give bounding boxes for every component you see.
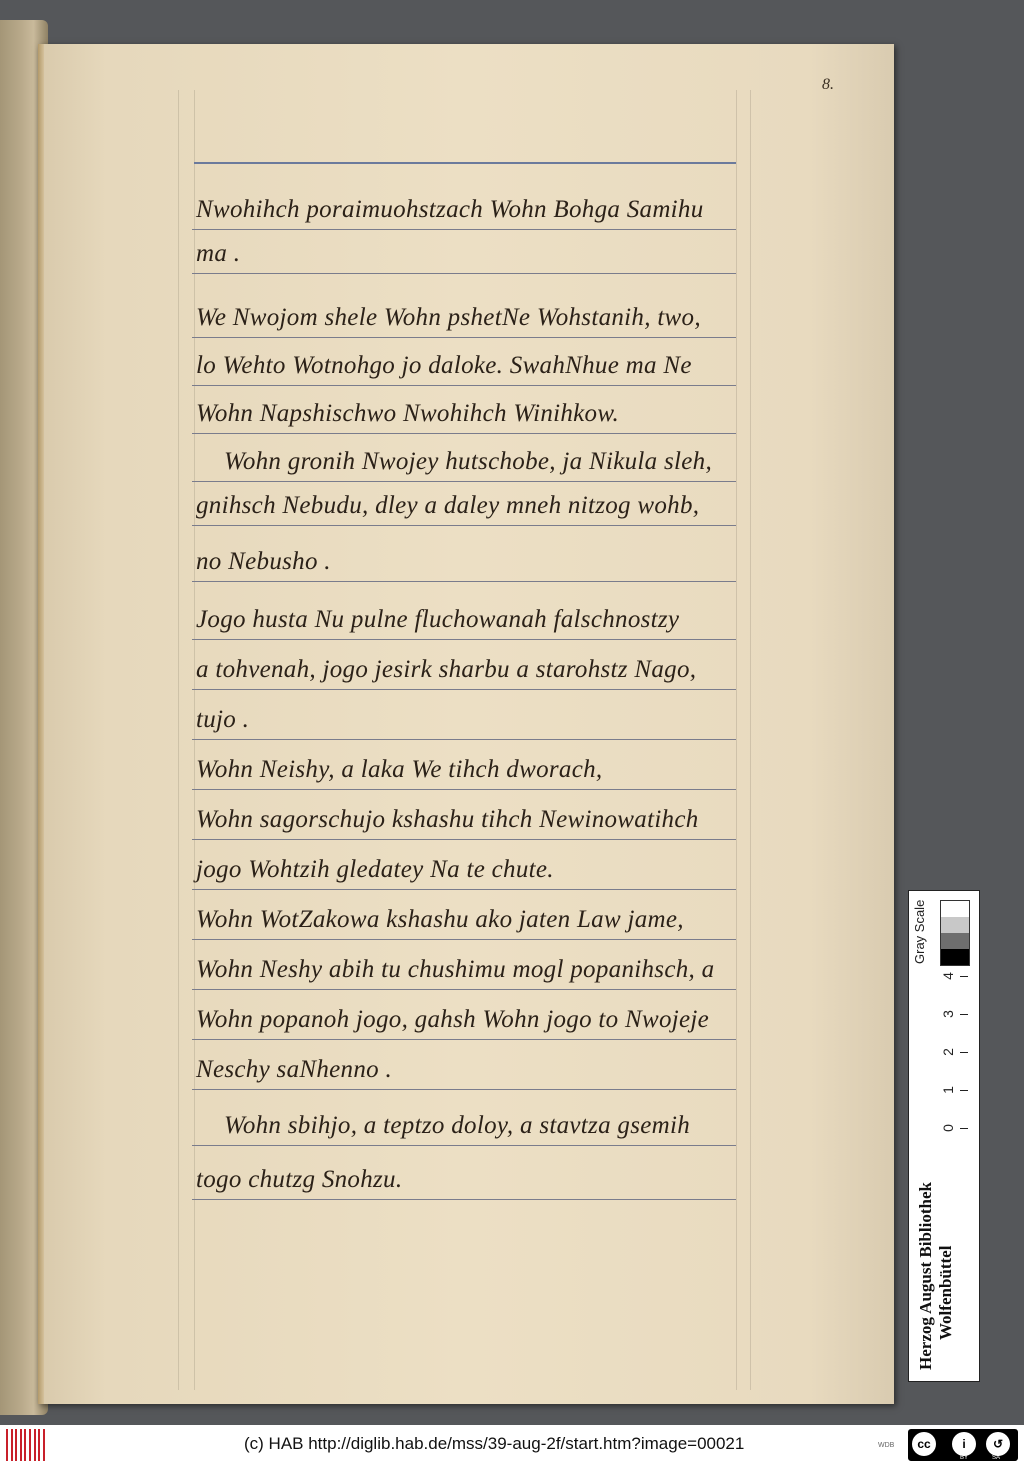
swatch — [941, 917, 969, 933]
margin-rule-right — [736, 90, 737, 1390]
swatch — [941, 933, 969, 949]
manuscript-line-text: Nwohihch poraimuohstzach Wohn Bohga Samihu — [196, 196, 704, 223]
manuscript-line — [196, 532, 736, 582]
wdb-mark: WDB — [878, 1442, 895, 1449]
gray-scale-label — [912, 898, 938, 964]
swatch — [941, 901, 969, 917]
cm-ruler — [939, 966, 968, 1156]
manuscript-line — [196, 336, 736, 386]
gray-scale-label-text: Gray Scale — [912, 899, 927, 964]
manuscript-line-text: ma . — [196, 240, 241, 267]
manuscript-line-text: no Nebusho . — [196, 548, 331, 575]
manuscript-line-text: Neschy saNhenno . — [196, 1056, 393, 1083]
swatch — [941, 949, 969, 965]
ruler-tick — [960, 976, 968, 977]
manuscript-line-text: Wohn sagorschujo kshashu tihch Newinowatihch — [196, 806, 699, 833]
copyright-url[interactable]: (c) HAB http://diglib.hab.de/mss/39-aug-2f/start.htm?image=00021 — [244, 1434, 745, 1453]
manuscript-line — [196, 288, 736, 338]
share-alike-icon: ↺ — [986, 1432, 1010, 1456]
manuscript-line-text: gnihsch Nebudu, dley a daley mneh nitzog wohb, — [196, 492, 700, 519]
ruler-number: 0 — [939, 1124, 956, 1132]
ruler-number: 1 — [939, 1086, 956, 1094]
cc-icon: cc — [912, 1432, 936, 1456]
ruler-number: 2 — [939, 1048, 956, 1056]
ruled-line — [192, 273, 736, 274]
sa-label: SA — [992, 1455, 1001, 1461]
library-name-line2: Wolfenbüttel — [936, 1245, 955, 1340]
manuscript-line-text: Wohn Napshischwo Nwohihch Winihkow. — [196, 400, 620, 427]
margin-rule-right-outer — [750, 90, 751, 1390]
ruled-line — [192, 1089, 736, 1090]
manuscript-line — [196, 890, 736, 940]
attribution-icon: i — [952, 1432, 976, 1456]
by-label: BY — [960, 1455, 969, 1461]
manuscript-line — [196, 840, 736, 890]
manuscript-line — [196, 990, 736, 1040]
manuscript-line — [196, 690, 736, 740]
ruled-line — [192, 525, 736, 526]
manuscript-line — [196, 1096, 736, 1146]
manuscript-line — [196, 590, 736, 640]
margin-rule-left — [194, 90, 195, 1390]
ruled-line — [192, 1145, 736, 1146]
ruled-line — [192, 581, 736, 582]
manuscript-line-text: Wohn Neishy, a laka We tihch dworach, — [196, 756, 603, 783]
folio-number: 8. — [822, 76, 834, 93]
manuscript-line — [196, 180, 736, 230]
margin-rule-left-outer — [178, 90, 179, 1390]
footer-bar — [0, 1425, 1024, 1465]
manuscript-line-text: Jogo husta Nu pulne fluchowanah falschnostzy — [196, 606, 680, 633]
manuscript-line — [196, 640, 736, 690]
ruler-tick — [960, 1128, 968, 1129]
library-name-line1: Herzog August Bibliothek — [916, 1182, 935, 1370]
manuscript-line — [196, 224, 736, 274]
ruler-number: 4 — [939, 972, 956, 980]
manuscript-line-text: jogo Wohtzih gledatey Na te chute. — [196, 856, 554, 883]
manuscript-line-text: We Nwojom shele Wohn pshetNe Wohstanih, two, — [196, 304, 701, 331]
barcode-logo — [6, 1429, 48, 1461]
ruler-tick — [960, 1052, 968, 1053]
page-binding-edge — [38, 44, 44, 1404]
manuscript-line-text: Wohn WotZakowa kshashu ako jaten Law jame, — [196, 906, 684, 933]
gray-swatches — [940, 900, 970, 966]
ruled-line — [192, 1199, 736, 1200]
manuscript-line-text: Wohn popanoh jogo, gahsh Wohn jogo to Nwojeje — [196, 1006, 710, 1033]
manuscript-line — [196, 1150, 736, 1200]
manuscript-line — [196, 476, 736, 526]
manuscript-line-text: Wohn gronih Nwojey hutschobe, ja Nikula sleh, — [224, 448, 713, 475]
manuscript-line-text: a tohvenah, jogo jesirk sharbu a starohstz Nago, — [196, 656, 697, 683]
manuscript-line-text: Wohn sbihjo, a teptzo doloy, a stavtza gsemih — [224, 1112, 691, 1139]
library-name — [916, 1182, 956, 1370]
manuscript-line — [196, 740, 736, 790]
ruler-number: 3 — [939, 1010, 956, 1018]
manuscript-line-text: Wohn Neshy abih tu chushimu mogl popanihsch, a — [196, 956, 715, 983]
cc-license-badge[interactable] — [908, 1429, 1018, 1461]
manuscript-line — [196, 432, 736, 482]
ruler-tick — [960, 1090, 968, 1091]
manuscript-line — [196, 940, 736, 990]
manuscript-line — [196, 1040, 736, 1090]
manuscript-line-text: tujo . — [196, 706, 250, 733]
manuscript-line — [196, 384, 736, 434]
manuscript-line — [196, 790, 736, 840]
manuscript-line-text: lo Wehto Wotnohgo jo daloke. SwahNhue ma Ne — [196, 352, 692, 379]
ruler-tick — [960, 1014, 968, 1015]
manuscript-line-text: togo chutzg Snohzu. — [196, 1166, 403, 1193]
header-rule — [194, 162, 736, 164]
